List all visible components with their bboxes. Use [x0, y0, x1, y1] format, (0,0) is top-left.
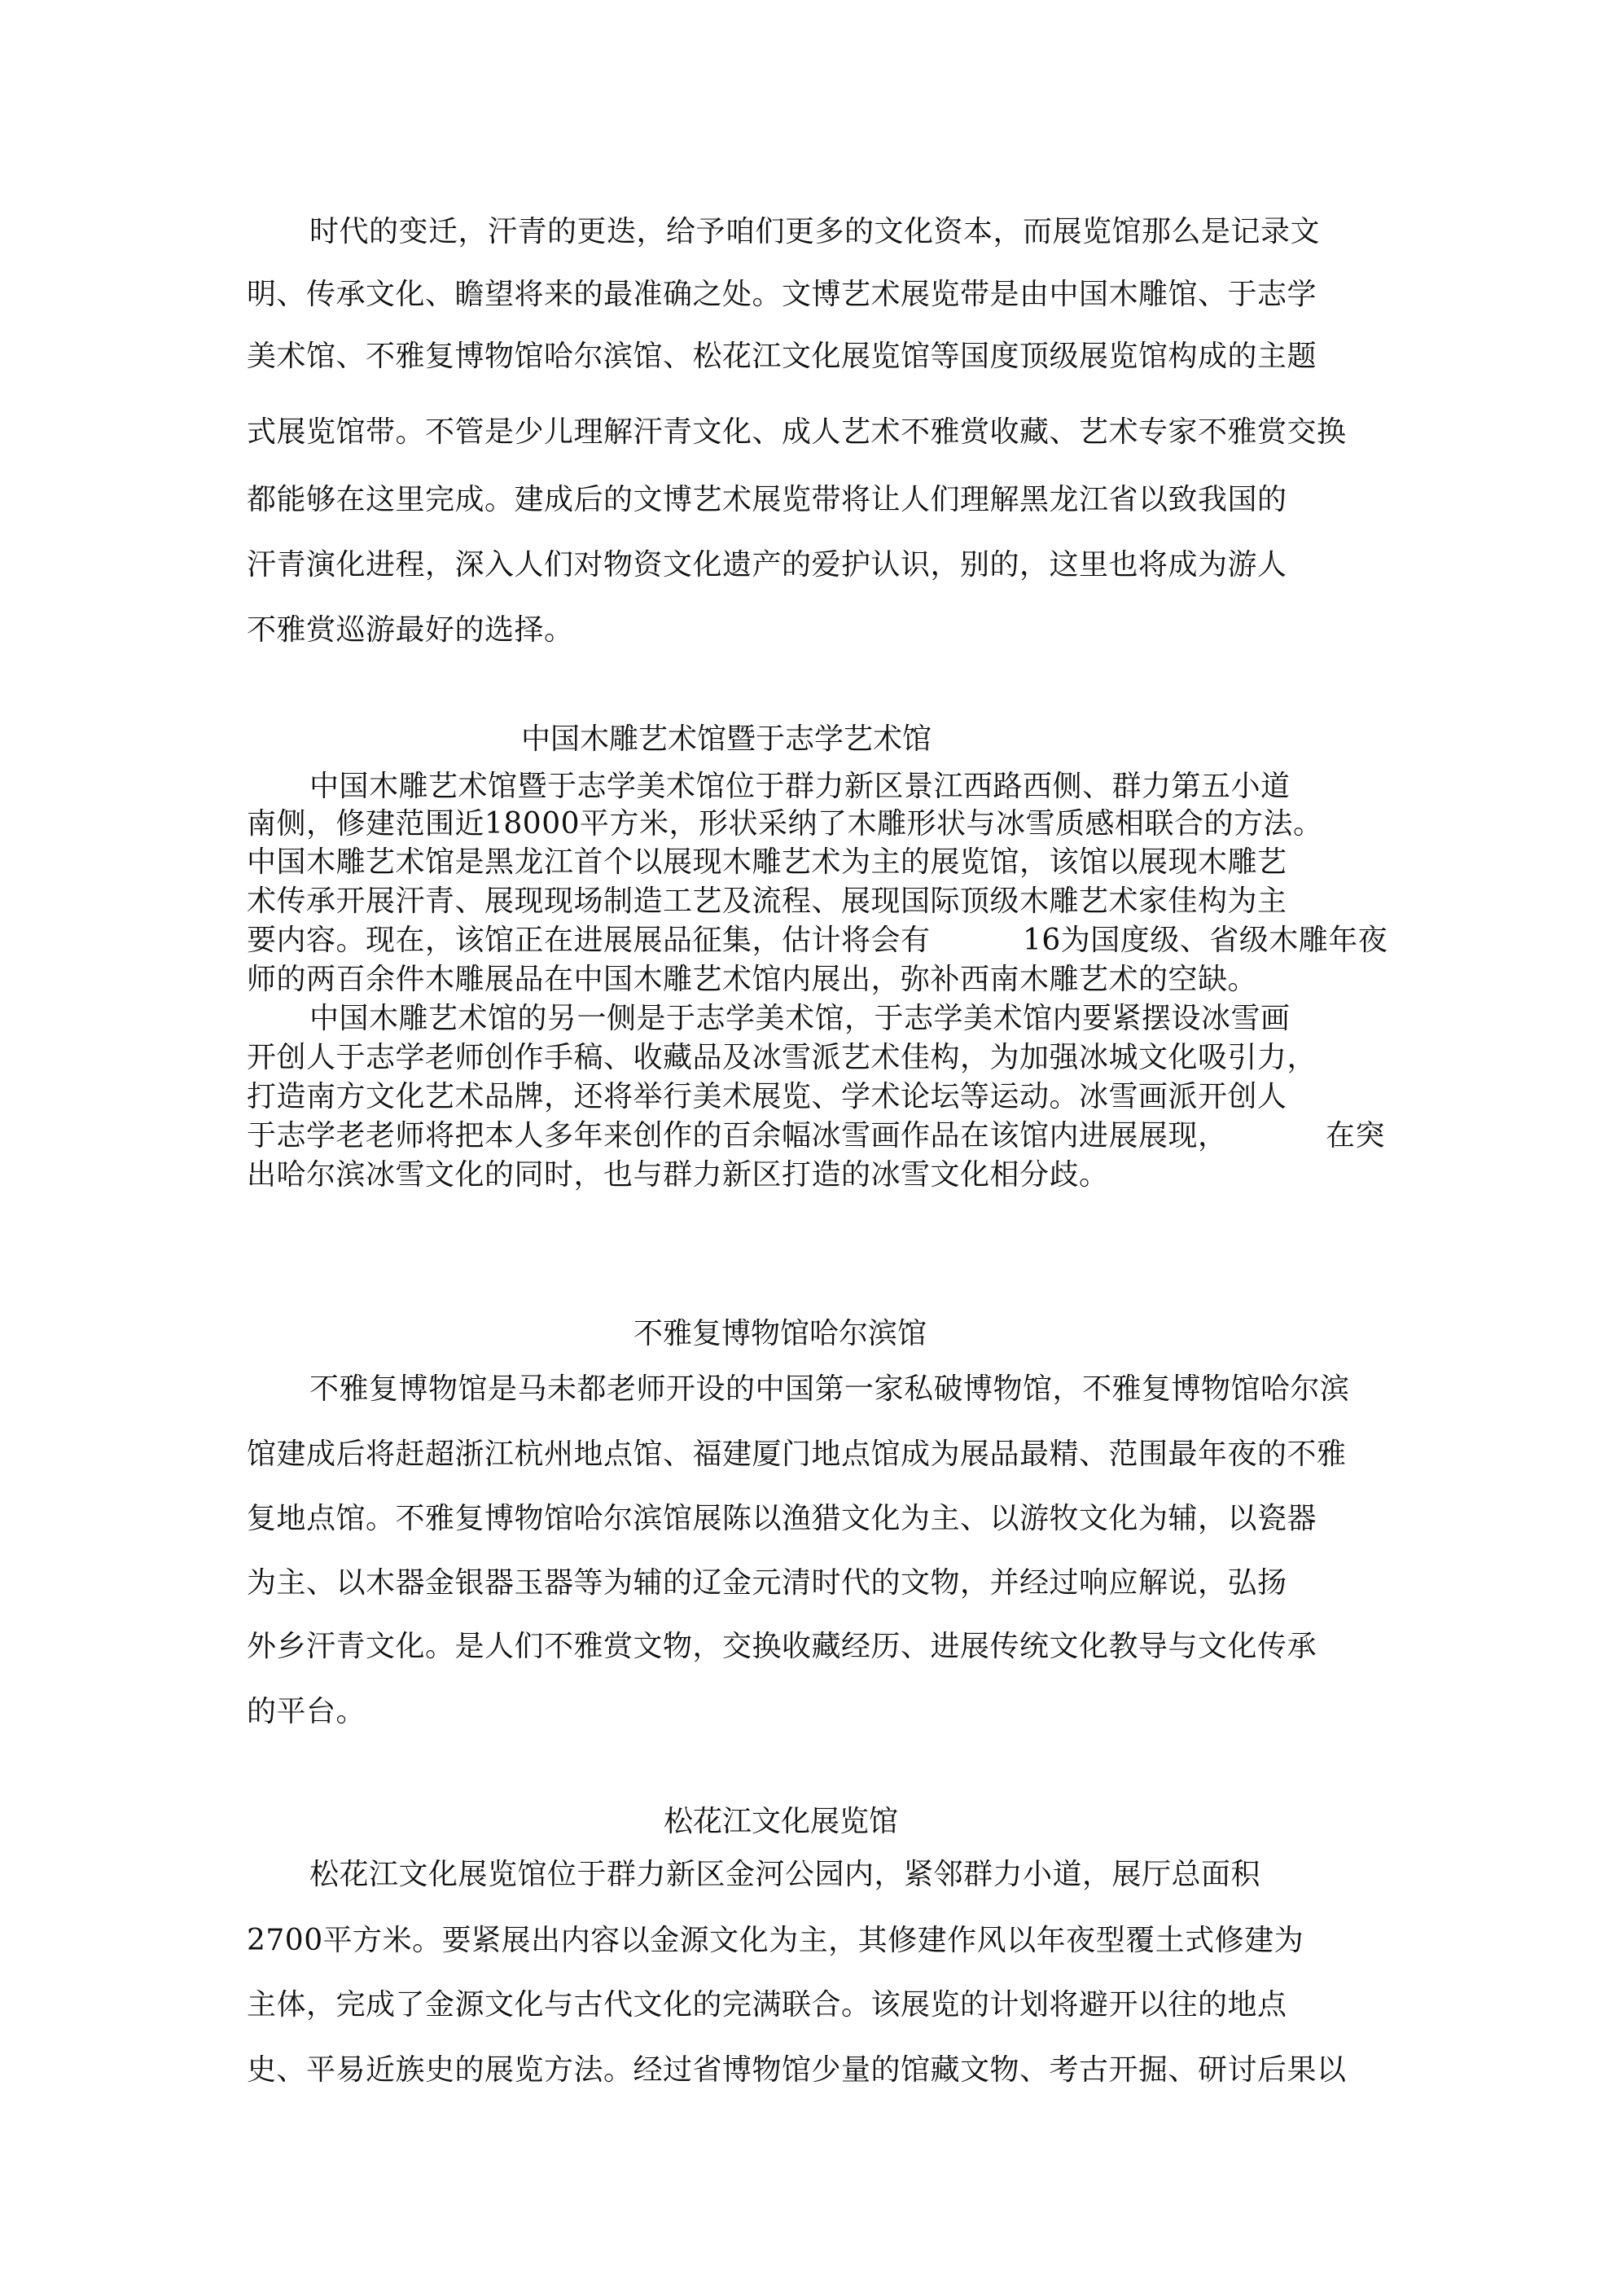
paragraph-line: 师的两百余件木雕展品在中国木雕艺术馆内展出，弥补西南木雕艺术的空缺。	[247, 963, 1258, 996]
intro-line: 不雅赏巡游最好的选择。	[247, 613, 574, 647]
intro-line: 时代的变迁，汗青的更迭，给予咱们更多的文化资本，而展览馆那么是记录文	[309, 215, 1321, 248]
intro-line: 明、传承文化、瞻望将来的最准确之处。文博艺术展览带是由中国木雕馆、于志学	[247, 278, 1317, 311]
paragraph-line: 松花江文化展览馆位于群力新区金河公园内，紧邻群力小道，展厅总面积	[309, 1858, 1261, 1891]
paragraph-line: 在突	[1326, 1119, 1386, 1152]
paragraph-line: 中国木雕艺术馆是黑龙江首个以展现木雕艺术为主的展览馆，该馆以展现木雕艺	[247, 845, 1287, 879]
paragraph-line: 外乡汗青文化。是人们不雅赏文物，交换收藏经历、进展传统文化教导与文化传承	[247, 1630, 1317, 1663]
paragraph-line: 复地点馆。不雅复博物馆哈尔滨馆展陈以渔猎文化为主、以游牧文化为辅，以瓷器	[247, 1502, 1317, 1535]
paragraph-line: 不雅复博物馆是马未都老师开设的中国第一家私破博物馆，不雅复博物馆哈尔滨	[309, 1372, 1350, 1406]
section-title: 不雅复博物馆哈尔滨馆	[633, 1317, 927, 1350]
paragraph-line: 中国木雕艺术馆暨于志学美术馆位于群力新区景江西路西侧、群力第五小道	[309, 770, 1291, 803]
paragraph-line: 要内容。现在，该馆正在进展展品征集，估计将会有	[247, 924, 931, 957]
intro-line: 汗青演化进程，深入人们对物资文化遗产的爱护认识，别的，这里也将成为游人	[247, 548, 1287, 582]
paragraph-line: 馆建成后将赶超浙江杭州地点馆、福建厦门地点馆成为展品最精、范围最年夜的不雅	[247, 1438, 1347, 1471]
intro-line: 式展览馆带。不管是少儿理解汗青文化、成人艺术不雅赏收藏、艺术专家不雅赏交换	[247, 415, 1347, 449]
intro-line: 都能够在这里完成。建成后的文博艺术展览带将让人们理解黑龙江省以致我国的	[247, 483, 1287, 516]
paragraph-line: 主体，完成了金源文化与古代文化的完满联合。该展览的计划将避开以往的地点	[247, 1988, 1287, 2022]
paragraph-line: 为主、以木器金银器玉器等为辅的辽金元清时代的文物，并经过响应解说，弘扬	[247, 1566, 1287, 1600]
intro-line: 美术馆、不雅复博物馆哈尔滨馆、松花江文化展览馆等国度顶级展览馆构成的主题	[247, 340, 1317, 373]
paragraph-line: 2700平方米。要紧展出内容以金源文化为主，其修建作风以年夜型覆土式修建为	[247, 1924, 1304, 1957]
paragraph-line: 史、平易近族史的展览方法。经过省博物馆少量的馆藏文物、考古开掘、研讨后果以	[247, 2053, 1347, 2087]
paragraph-line: 16为国度级、省级木雕年夜	[1023, 924, 1388, 957]
paragraph-line: 于志学老老师将把本人多年来创作的百余幅冰雪画作品在该馆内进展展现，	[247, 1119, 1228, 1152]
section-title: 松花江文化展览馆	[664, 1805, 899, 1838]
paragraph-line: 南侧，修建范围近18000平方米，形状采纳了木雕形状与冰雪质感相联合的方法。	[247, 807, 1323, 841]
section-title: 中国木雕艺术馆暨于志学艺术馆	[521, 722, 932, 756]
paragraph-line: 的平台。	[247, 1695, 366, 1728]
paragraph-line: 打造南方文化艺术品牌，还将举行美术展览、学术论坛等运动。冰雪画派开创人	[247, 1080, 1287, 1113]
paragraph-line: 术传承开展汗青、展现现场制造工艺及流程、展现国际顶级木雕艺术家佳构为主	[247, 885, 1287, 918]
paragraph-line: 中国木雕艺术馆的另一侧是于志学美术馆，于志学美术馆内要紧摆设冰雪画	[309, 1002, 1291, 1035]
paragraph-line: 开创人于志学老师创作手稿、收藏品及冰雪派艺术佳构，为加强冰城文化吸引力，	[247, 1041, 1317, 1074]
paragraph-line: 出哈尔滨冰雪文化的同时，也与群力新区打造的冰雪文化相分歧。	[247, 1158, 1109, 1192]
